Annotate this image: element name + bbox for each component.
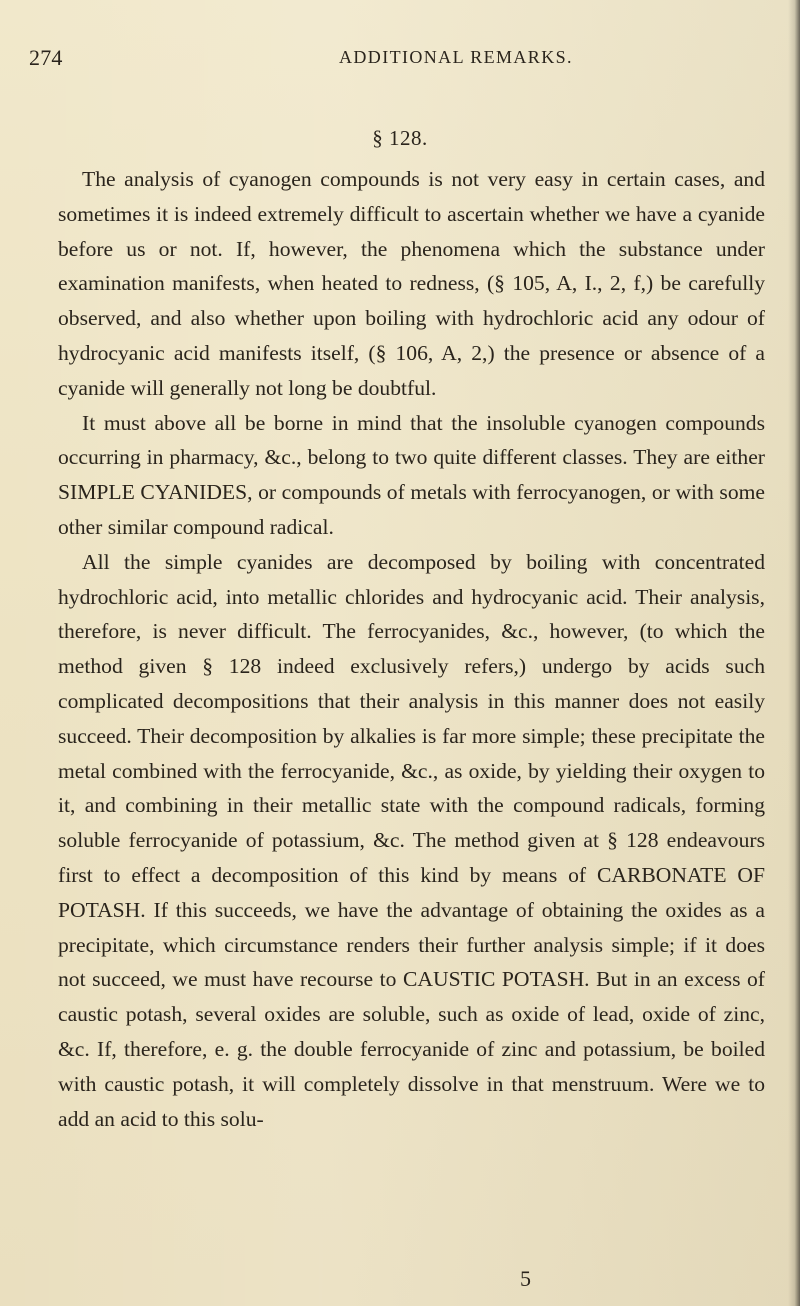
- running-head: [0, 45, 800, 73]
- page-edge-shadow: [788, 0, 800, 1306]
- section-heading: § 128.: [372, 126, 428, 150]
- running-head-title: ADDITIONAL REMARKS.: [339, 47, 573, 67]
- page-number: 274: [29, 45, 63, 70]
- paragraph-2: It must above all be borne in mind that the insoluble cyanogen compounds occurring in pharmacy, &c., belong to two quite different classes. They are either SIMPLE CYANIDES, or compounds of metals with ferrocyanogen, or with some other similar compound radical.: [58, 410, 765, 539]
- paragraph-3: All the simple cyanides are decomposed by boiling with concentrated hydrochloric acid, into metallic chlorides and hydrocyanic acid. Their analysis, therefore, is never difficult. The ferrocyanides, &c., however, (to which the method given § 128 indeed exclusively refers,) undergo by acids such complicated decompositions that their analysis in this manner does not easily succeed. Their decomposition by alkalies is far more simple; these precipitate the metal combined with the ferrocyanide, &c., as oxide, by yielding their oxygen to it, and combining in their metallic state with the compound radicals, forming soluble ferrocyanide of potassium, &c. The method given at § 128 endeavours first to effect a decomposition of this kind by means of CARBONATE OF POTASH. If this succeeds, we have the advantage of obtaining the oxides as a precipitate, which circumstance renders their further analysis simple; if it does not succeed, we must have recourse to CAUSTIC POTASH. But in an excess of caustic potash, several oxides are soluble, such as oxide of lead, oxide of zinc, &c. If, therefore, e. g. the double ferrocyanide of zinc and potassium, be boiled with caustic potash, it will completely dissolve in that menstruum. Were we to add an acid to this solu-: [58, 549, 765, 1131]
- body-text: [58, 162, 765, 1136]
- signature-mark: 5: [520, 1266, 531, 1291]
- paragraph-1: The analysis of cyanogen compounds is not very easy in certain cases, and sometimes it is indeed extremely difficult to ascertain whether we have a cyanide before us or not. If, however, the phenomena which the substance under examination manifests, when heated to redness, (§ 105, A, I., 2, f,) be carefully observed, and also whether upon boiling with hydrochloric acid any odour of hydrocyanic acid manifests itself, (§ 106, A, 2,) the presence or absence of a cyanide will generally not long be doubtful.: [58, 167, 765, 400]
